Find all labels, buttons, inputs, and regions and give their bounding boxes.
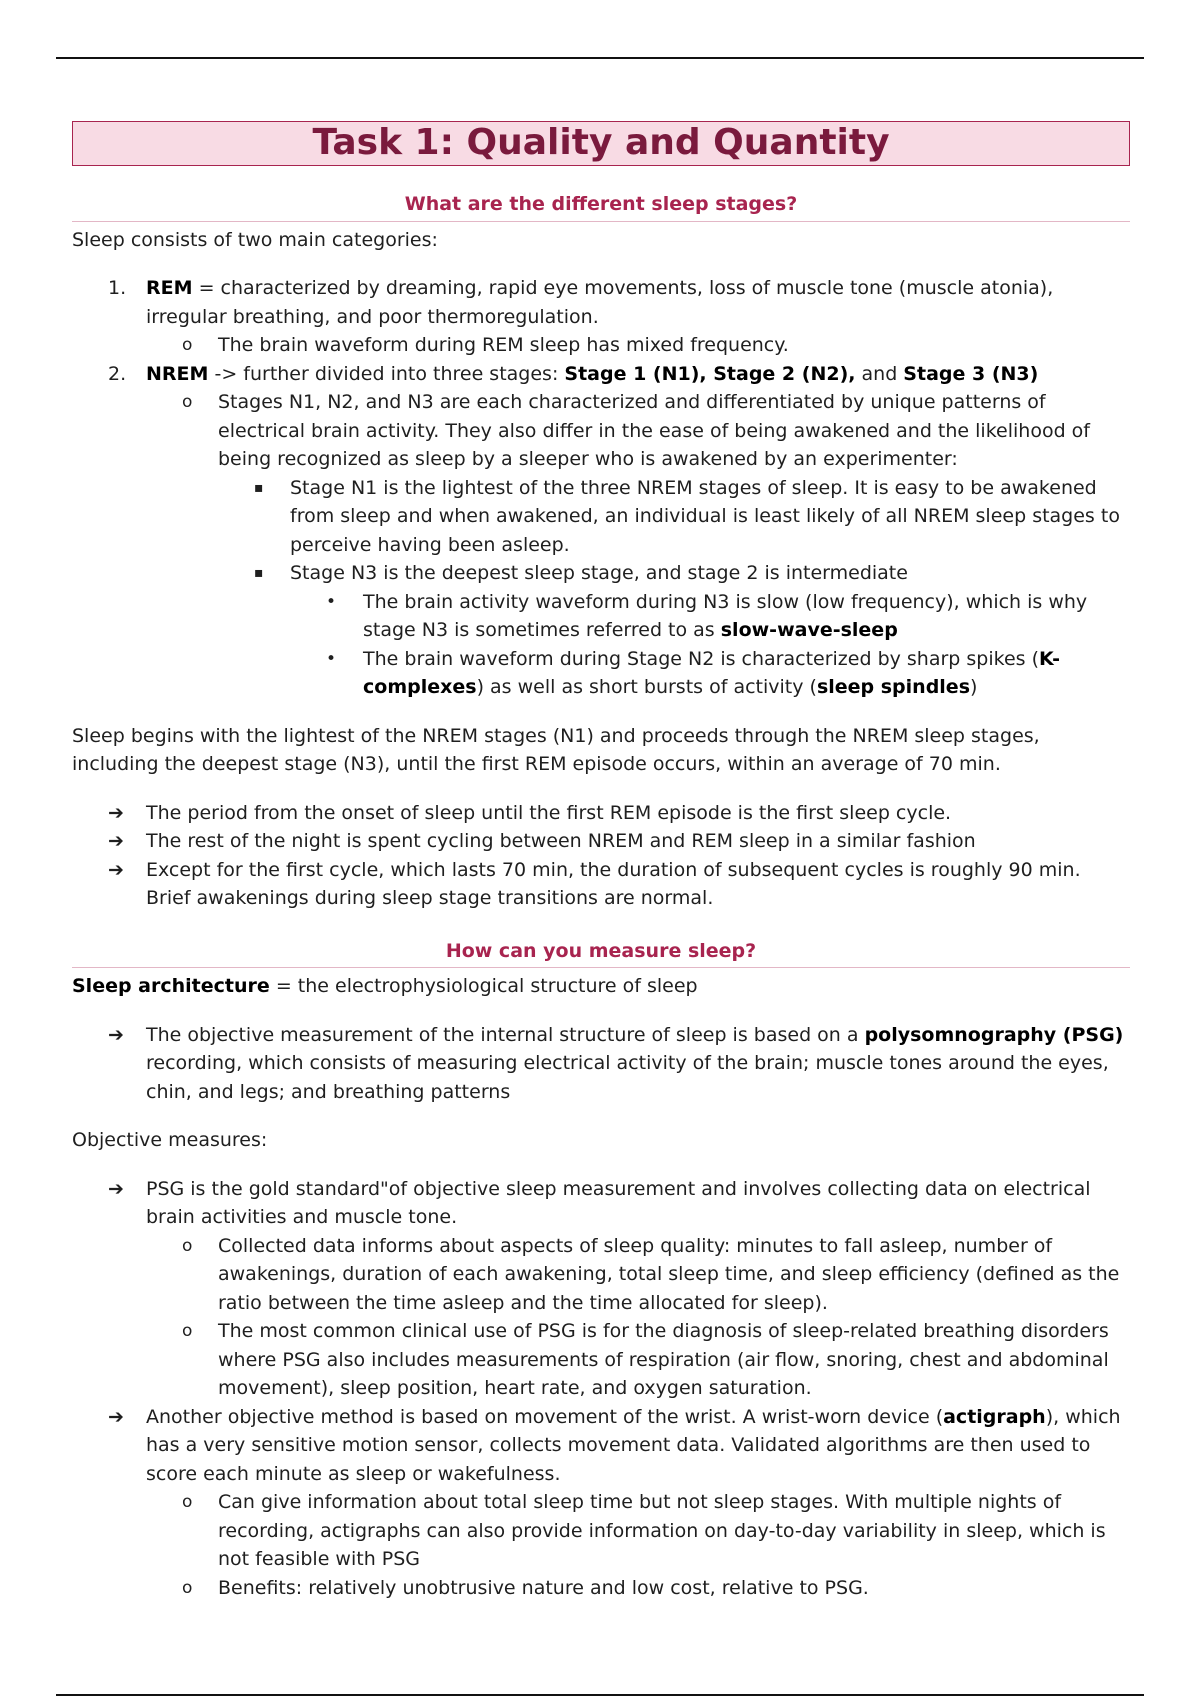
nrem-description-text: Stages N1, N2, and N3 are each characterized and differentiated by unique patterns of electrical brain activity. They also differ in the ease of being awakened and the likelihood of being recognized as sleep by a sleeper who is awakened by an experimenter: xyxy=(218,391,1090,470)
objective-measures-label: Objective measures: xyxy=(72,1129,268,1151)
arrow-icon: ➔ xyxy=(108,1023,124,1046)
list-item-rem-waveform xyxy=(72,331,1130,360)
collected-data-text: Collected data informs about aspects of sleep quality: minutes to fall asleep, number of awakenings, duration of each awakening, total sleep time, and sleep efficiency (defined as the ratio between the time asleep and the time allocated for sleep). xyxy=(218,1234,1120,1314)
arrow-item-actigraph xyxy=(72,1403,1130,1489)
bullet-o: o xyxy=(182,1235,193,1256)
sleep-architecture-text: = the electrophysiological structure of sleep xyxy=(269,975,698,997)
term-rem: REM xyxy=(146,277,193,299)
stage-n3-text: Stage N3 is the deepest sleep stage, and stage 2 is intermediate xyxy=(290,562,908,584)
list-item-actigraph-info xyxy=(72,1488,1130,1574)
bottom-rule xyxy=(56,1694,1144,1696)
list-number: 1. xyxy=(108,277,127,299)
bullet-square: ▪ xyxy=(254,565,264,581)
arrow-item-cycle-duration xyxy=(72,856,1130,913)
term-k-complexes: K-complexes xyxy=(363,647,1060,698)
arrow-text: The rest of the night is spent cycling between NREM and REM sleep in a similar fashion xyxy=(146,830,976,852)
n2-close-paren: ) xyxy=(970,676,978,698)
n2-waveform-text-2: ) as well as short bursts of activity ( xyxy=(476,676,817,698)
rem-waveform-text: The brain waveform during REM sleep has mixed frequency. xyxy=(218,334,789,356)
nrem-stage3-bold: Stage 3 (N3) xyxy=(903,362,1039,385)
term-sleep-architecture: Sleep architecture xyxy=(72,975,270,997)
top-rule xyxy=(56,57,1144,59)
section-heading-measure-sleep: How can you measure sleep? xyxy=(72,937,1130,969)
list-item-benefits xyxy=(72,1574,1130,1603)
list-item-n2-waveform xyxy=(72,645,1130,702)
term-slow-wave-sleep: slow-wave-sleep xyxy=(720,619,898,641)
bullet-o: o xyxy=(182,1492,193,1512)
nrem-and: and xyxy=(855,362,904,385)
sleep-cycle-intro: Sleep begins with the lightest of the NREM stages (N1) and proceeds through the NREM sleep stages, including the deepest stage (N3), until the first REM episode occurs, within an average of 70 min. xyxy=(72,724,1040,775)
term-polysomnography: polysomnography (PSG) xyxy=(864,1023,1124,1046)
sleep-architecture-definition xyxy=(72,972,1130,1001)
term-nrem: NREM xyxy=(146,362,209,385)
arrow-item-first-cycle xyxy=(72,799,1130,828)
list-item-clinical-use xyxy=(72,1317,1130,1403)
arrow-icon: ➔ xyxy=(108,858,124,881)
arrow-icon: ➔ xyxy=(108,1177,124,1200)
arrow-icon: ➔ xyxy=(108,801,124,824)
intro-text: Sleep consists of two main categories: xyxy=(72,228,438,251)
rem-definition: = characterized by dreaming, rapid eye movements, loss of muscle tone (muscle atonia), irregular breathing, and poor thermoregulation. xyxy=(146,277,1054,328)
bullet-o: o xyxy=(182,1321,193,1341)
list-item-nrem xyxy=(72,360,1130,389)
arrow-text: Except for the first cycle, which lasts 70 min, the duration of subsequent cycles is roughly 90 min. Brief awakenings during sleep stage transitions are normal. xyxy=(146,858,1081,909)
bullet-square: ▪ xyxy=(254,479,264,496)
bullet-o: o xyxy=(182,1577,193,1598)
arrow-icon: ➔ xyxy=(108,830,124,852)
actigraph-info-text: Can give information about total sleep time but not sleep stages. With multiple nights of recording, actigraphs can also provide information on day-to-day variability in sleep, which is not feasible with PSG xyxy=(218,1491,1106,1570)
term-sleep-spindles: sleep spindles xyxy=(816,676,971,698)
arrow-text: The period from the onset of sleep until the first REM episode is the first sleep cycle. xyxy=(146,801,952,824)
list-item-collected-data xyxy=(72,1232,1130,1318)
n3-waveform-text: The brain activity waveform during N3 is slow (low frequency), which is why stage N3 is sometimes referred to as xyxy=(363,590,1088,641)
n2-waveform-text: The brain waveform during Stage N2 is characterized by sharp spikes ( xyxy=(363,647,1040,670)
clinical-use-text: The most common clinical use of PSG is for the diagnosis of sleep-related breathing disorders where PSG also includes measurements of respiration (air flow, snoring, chest and abdominal movement), sleep position, heart rate, and oxygen saturation. xyxy=(218,1320,1109,1399)
list-item-rem xyxy=(72,274,1130,331)
bullet-dot: • xyxy=(326,648,337,669)
list-number: 2. xyxy=(108,362,127,385)
arrow-item-cycling xyxy=(72,827,1130,856)
gold-standard-text: PSG is the gold standard"of objective sleep measurement and involves collecting data on electrical brain activities and muscle tone. xyxy=(146,1177,1091,1228)
bullet-dot: • xyxy=(326,591,337,612)
arrow-icon: ➔ xyxy=(108,1405,124,1428)
list-item-nrem-description xyxy=(72,388,1130,474)
stage-n1-text: Stage N1 is the lightest of the three NREM stages of sleep. It is easy to be awakened from sleep and when awakened, an individual is least likely of all NREM sleep stages to perceive having been asleep. xyxy=(290,476,1120,556)
list-item-stage-n3 xyxy=(72,559,1130,588)
arrow-item-psg xyxy=(72,1021,1130,1107)
bullet-o: o xyxy=(182,335,193,355)
benefits-text: Benefits: relatively unobtrusive nature and low cost, relative to PSG. xyxy=(218,1576,869,1599)
psg-text: The objective measurement of the internal structure of sleep is based on a xyxy=(146,1023,865,1046)
nrem-stages-bold: Stage 1 (N1), Stage 2 (N2), xyxy=(564,362,856,385)
term-actigraph: actigraph xyxy=(943,1405,1046,1428)
section-heading-sleep-stages: What are the different sleep stages? xyxy=(72,190,1130,222)
list-item-stage-n1 xyxy=(72,474,1130,560)
psg-text-2: recording, which consists of measuring electrical activity of the brain; muscle tones around the eyes, chin, and legs; and breathing patterns xyxy=(146,1052,1109,1103)
actigraph-text-2: ), which has a very sensitive motion sensor, collects movement data. Validated algorithms are then used to score each minute as sleep or wakefulness. xyxy=(146,1405,1121,1485)
bullet-o: o xyxy=(182,392,193,412)
nrem-text: -> further divided into three stages: xyxy=(208,362,565,385)
arrow-item-gold-standard xyxy=(72,1175,1130,1232)
actigraph-text: Another objective method is based on movement of the wrist. A wrist-worn device ( xyxy=(146,1405,944,1428)
list-item-n3-waveform xyxy=(72,588,1130,645)
page-title: Task 1: Quality and Quantity xyxy=(72,121,1130,166)
document-page xyxy=(72,121,1130,1602)
